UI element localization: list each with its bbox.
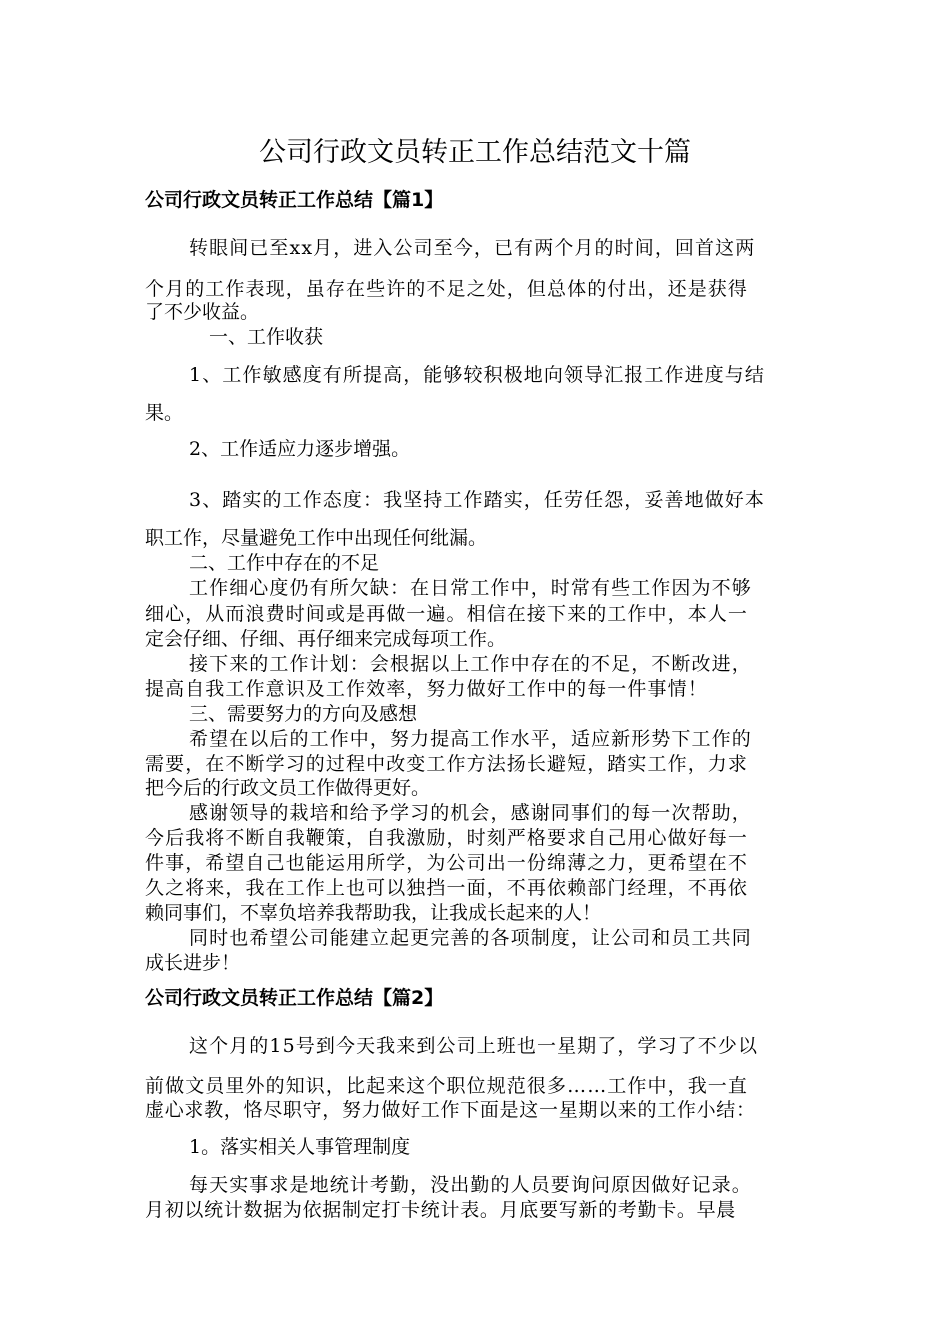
paragraph-line: 定会仔细、仔细、再仔细来完成每项工作。 <box>145 628 507 650</box>
paragraph-line: 1、工作敏感度有所提高，能够较积极地向领导汇报工作进度与结 <box>189 364 765 386</box>
paragraph-line: 把今后的行政文员工作做得更好。 <box>145 777 431 799</box>
subheading-line: 一、工作收获 <box>209 326 324 348</box>
subheading-line: 二、工作中存在的不足 <box>189 552 380 574</box>
paragraph-line: 虚心求教，恪尽职守，努力做好工作下面是这一星期以来的工作小结： <box>145 1099 756 1121</box>
paragraph-line: 赖同事们，不辜负培养我帮助我，让我成长起来的人！ <box>145 902 602 924</box>
paragraph-line: 这个月的15号到今天我来到公司上班也一星期了，学习了不少以 <box>189 1035 759 1057</box>
section-heading-2: 公司行政文员转正工作总结【篇2】 <box>145 987 444 1009</box>
paragraph-line: 细心，从而浪费时间或是再做一遍。相信在接下来的工作中，本人一 <box>145 603 749 625</box>
paragraph-line: 工作细心度仍有所欠缺：在日常工作中，时常有些工作因为不够 <box>189 577 752 599</box>
paragraph-line: 个月的工作表现，虽存在些许的不足之处，但总体的付出，还是获得 <box>145 278 749 300</box>
subheading-line: 1。落实相关人事管理制度 <box>189 1136 411 1158</box>
paragraph-line: 久之将来，我在工作上也可以独挡一面，不再依赖部门经理，不再依 <box>145 877 749 899</box>
paragraph-line: 果。 <box>145 402 184 424</box>
paragraph-line: 今后我将不断自我鞭策，自我激励，时刻严格要求自己用心做好每一 <box>145 827 749 849</box>
paragraph-line: 感谢领导的栽培和给予学习的机会，感谢同事们的每一次帮助， <box>189 802 752 824</box>
section-heading-1: 公司行政文员转正工作总结【篇1】 <box>145 189 444 211</box>
paragraph-line: 提高自我工作意识及工作效率，努力做好工作中的每一件事情！ <box>145 678 708 700</box>
paragraph-line: 每天实事求是地统计考勤，没出勤的人员要询问原因做好记录。 <box>189 1174 752 1196</box>
paragraph-line: 接下来的工作计划：会根据以上工作中存在的不足，不断改进， <box>189 653 752 675</box>
paragraph-line: 需要，在不断学习的过程中改变工作方法扬长避短，踏实工作，力求 <box>145 753 749 775</box>
paragraph-line: 了不少收益。 <box>145 301 260 323</box>
paragraph-line: 前做文员里外的知识，比起来这个职位规范很多……工作中，我一直 <box>145 1075 749 1097</box>
paragraph-line: 转眼间已至xx月，进入公司至今，已有两个月的时间，回首这两 <box>189 237 756 259</box>
paragraph-line: 2、工作适应力逐步增强。 <box>189 438 411 460</box>
paragraph-line: 同时也希望公司能建立起更完善的各项制度，让公司和员工共同 <box>189 927 752 949</box>
paragraph-line: 3、踏实的工作态度：我坚持工作踏实，任劳任怨，妥善地做好本 <box>189 489 765 511</box>
document-title: 公司行政文员转正工作总结范文十篇 <box>259 137 691 168</box>
paragraph-line: 希望在以后的工作中，努力提高工作水平，适应新形势下工作的 <box>189 728 752 750</box>
subheading-line: 三、需要努力的方向及感想 <box>189 703 418 725</box>
paragraph-line: 件事，希望自己也能运用所学，为公司出一份绵薄之力，更希望在不 <box>145 852 749 874</box>
paragraph-line: 月初以统计数据为依据制定打卡统计表。月底要写新的考勤卡。早晨 <box>145 1199 737 1221</box>
paragraph-line: 成长进步！ <box>145 952 241 974</box>
paragraph-line: 职工作，尽量避免工作中出现任何纰漏。 <box>145 527 488 549</box>
